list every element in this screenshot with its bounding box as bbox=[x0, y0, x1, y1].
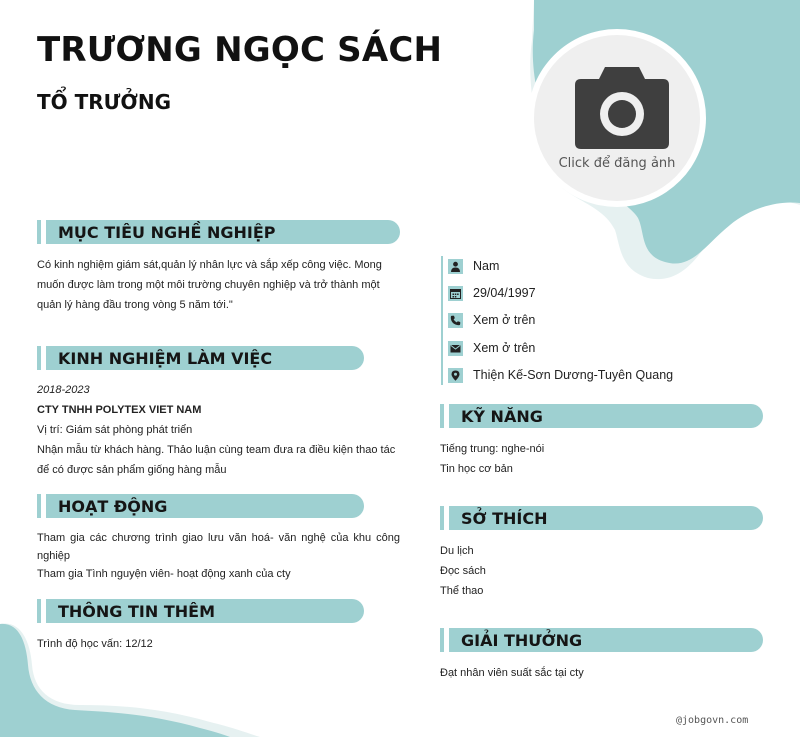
mail-icon bbox=[448, 341, 463, 356]
photo-upload-label[interactable]: Click để đăng ảnh bbox=[558, 156, 676, 171]
section-title: KỸ NĂNG bbox=[461, 407, 543, 426]
skill-item: Tiếng trung: nghe-nói bbox=[440, 443, 545, 455]
section-accent-bar bbox=[440, 628, 444, 652]
experience-position: Vị trí: Giám sát phòng phát triển bbox=[37, 424, 193, 436]
hobby-item: Du lịch bbox=[440, 545, 474, 557]
section-accent-bar bbox=[37, 494, 41, 518]
contact-email bbox=[448, 339, 535, 357]
award-item: Đạt nhân viên suất sắc tại cty bbox=[440, 667, 584, 679]
watermark: @jobgovn.com bbox=[676, 715, 749, 726]
contact-birthday bbox=[448, 284, 536, 302]
experience-header bbox=[37, 346, 364, 370]
objective-line: Có kinh nghiệm giám sát,quản lý nhân lực và sắp xếp công việc. Mong bbox=[37, 259, 382, 271]
skill-item: Tin học cơ bản bbox=[440, 463, 513, 475]
activities-header bbox=[37, 494, 364, 518]
skills-header bbox=[440, 404, 763, 428]
hobby-item: Đọc sách bbox=[440, 565, 486, 577]
objective-line: muốn được làm trong một môi trường chuyên nghiệp và trở thành một bbox=[37, 279, 380, 291]
hobbies-header bbox=[440, 506, 763, 530]
calendar-icon bbox=[448, 286, 463, 301]
section-title: HOẠT ĐỘNG bbox=[58, 497, 168, 516]
experience-company: CTY TNHH POLYTEX VIET NAM bbox=[37, 404, 202, 416]
contact-email-value: Xem ở trên bbox=[473, 341, 536, 355]
camera-icon bbox=[575, 67, 669, 149]
experience-description-line: Nhận mẫu từ khách hàng. Thảo luận cùng team đưa ra điều kiện thao tác bbox=[37, 444, 396, 456]
contact-phone bbox=[448, 311, 535, 329]
experience-entry bbox=[37, 380, 402, 480]
skills-list bbox=[440, 439, 760, 479]
more-info-header bbox=[37, 599, 364, 623]
experience-period: 2018-2023 bbox=[37, 384, 90, 396]
activity-item: Tham gia các chương trình giao lưu văn hoá- văn nghệ của khu công nghiệp bbox=[37, 532, 400, 562]
candidate-name: TRƯƠNG NGỌC SÁCH bbox=[37, 30, 443, 70]
section-title: MỤC TIÊU NGHỀ NGHIỆP bbox=[58, 223, 276, 242]
contact-gender-value: Nam bbox=[473, 259, 500, 273]
awards-list bbox=[440, 663, 760, 683]
photo-upload[interactable] bbox=[528, 29, 706, 207]
objective-text bbox=[37, 255, 407, 315]
section-accent-bar bbox=[37, 599, 41, 623]
experience-description-line: để có được sản phẩm giống hàng mẫu bbox=[37, 464, 227, 476]
section-title: KINH NGHIỆM LÀM VIỆC bbox=[58, 349, 273, 368]
hobbies-list bbox=[440, 541, 760, 601]
section-title: THÔNG TIN THÊM bbox=[58, 602, 215, 621]
more-info-item: Trình độ học vấn: 12/12 bbox=[37, 638, 153, 650]
activity-item: Tham gia Tình nguyện viên- hoạt động xanh của cty bbox=[37, 568, 291, 580]
location-pin-icon bbox=[448, 368, 463, 383]
hobby-item: Thể thao bbox=[440, 585, 484, 597]
section-accent-bar bbox=[440, 404, 444, 428]
job-title: TỔ TRƯỞNG bbox=[37, 90, 171, 114]
contact-address-value: Thiện Kế-Sơn Dương-Tuyên Quang bbox=[473, 368, 674, 382]
objective-header bbox=[37, 220, 400, 244]
contact-phone-value: Xem ở trên bbox=[473, 313, 536, 327]
photo-placeholder[interactable] bbox=[534, 35, 700, 201]
contact-address bbox=[448, 366, 673, 384]
contact-accent-line bbox=[441, 256, 443, 385]
awards-header bbox=[440, 628, 763, 652]
activities-list bbox=[37, 529, 400, 583]
person-icon bbox=[448, 259, 463, 274]
section-title: SỞ THÍCH bbox=[461, 509, 548, 528]
contact-birthday-value: 29/04/1997 bbox=[473, 286, 536, 300]
objective-line: quản lý hàng đầu trong vòng 5 năm tới." bbox=[37, 299, 233, 311]
more-info-list bbox=[37, 634, 397, 654]
section-title: GIẢI THƯỞNG bbox=[461, 631, 583, 650]
section-accent-bar bbox=[37, 220, 41, 244]
phone-icon bbox=[448, 313, 463, 328]
section-accent-bar bbox=[440, 506, 444, 530]
section-accent-bar bbox=[37, 346, 41, 370]
contact-gender bbox=[448, 257, 499, 275]
decorative-blob-bottom bbox=[0, 610, 260, 737]
